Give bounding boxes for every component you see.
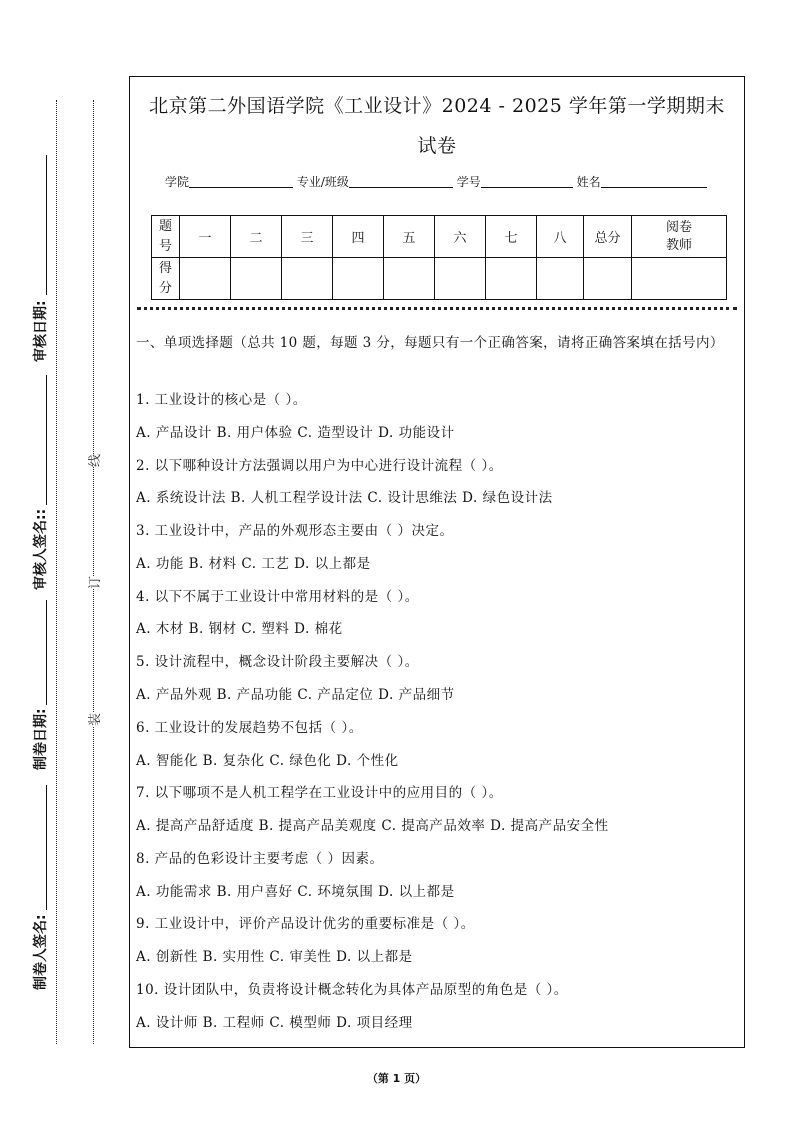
col-3: 三 (282, 216, 333, 258)
score-table-header-row (152, 216, 727, 258)
major-class-field[interactable] (349, 173, 453, 188)
dotted-separator (137, 307, 737, 310)
page-number: （第 1 页） (366, 1072, 427, 1085)
question-no-header: 题 号 (152, 216, 180, 258)
college-field[interactable] (189, 173, 293, 188)
question-options: A. 系统设计法 B. 人机工程学设计法 C. 设计思维法 D. 绿色设计法 (136, 490, 553, 506)
binding-char-line: 线 (82, 454, 105, 467)
student-info-row (165, 173, 707, 190)
col-total: 总分 (584, 216, 632, 258)
question-stem: 4. 以下不属于工业设计中常用材料的是（ ）。 (136, 589, 419, 605)
question-stem: 7. 以下哪项不是人机工程学在工业设计中的应用目的（ ）。 (136, 785, 503, 801)
binding-char-staple: 订 (82, 576, 105, 589)
question-stem: 5. 设计流程中，概念设计阶段主要解决（ ）。 (136, 654, 419, 670)
college-label: 学院 (165, 175, 190, 189)
binding-line-outer (56, 100, 57, 1044)
score-cell[interactable] (537, 258, 584, 300)
score-cell[interactable] (282, 258, 333, 300)
col-grader: 阅卷 教师 (632, 216, 727, 258)
question-stem: 9. 工业设计中，评价产品设计优劣的重要标准是（ ）。 (136, 916, 475, 932)
question-stem: 8. 产品的色彩设计主要考虑（ ）因素。 (136, 851, 384, 867)
col-1: 一 (180, 216, 231, 258)
score-cell[interactable] (384, 258, 435, 300)
col-7: 七 (486, 216, 537, 258)
student-id-field[interactable] (481, 173, 573, 188)
paper-maker-signature-line (46, 785, 47, 910)
paper-date-label: 制卷日期: (33, 708, 49, 770)
name-field[interactable] (601, 173, 707, 188)
score-row-header: 得 分 (152, 258, 180, 300)
score-cell[interactable] (333, 258, 384, 300)
question-stem: 1. 工业设计的核心是（ ）。 (136, 392, 307, 408)
question-stem: 6. 工业设计的发展趋势不包括（ ）。 (136, 720, 363, 736)
score-cell[interactable] (231, 258, 282, 300)
review-date-label: 审核日期: (33, 300, 49, 362)
question-options: A. 功能 B. 材料 C. 工艺 D. 以上都是 (136, 556, 371, 572)
question-stem: 3. 工业设计中，产品的外观形态主要由（ ）决定。 (136, 523, 454, 539)
col-8: 八 (537, 216, 584, 258)
paper-date-line (46, 600, 47, 705)
col-5: 五 (384, 216, 435, 258)
major-class-label: 专业/班级 (296, 175, 349, 189)
question-options: A. 功能需求 B. 用户喜好 C. 环境氛围 D. 以上都是 (136, 884, 455, 900)
question-options: A. 设计师 B. 工程师 C. 模型师 D. 项目经理 (136, 1015, 413, 1031)
review-date-line (46, 155, 47, 295)
exam-title: 北京第二外国语学院《工业设计》2024 - 2025 学年第一学期期末 (149, 95, 725, 117)
score-cell[interactable] (632, 258, 727, 300)
question-stem: 2. 以下哪种设计方法强调以用户为中心进行设计流程（ ）。 (136, 458, 503, 474)
score-table-score-row (152, 258, 727, 300)
score-cell[interactable] (435, 258, 486, 300)
question-options: A. 创新性 B. 实用性 C. 审美性 D. 以上都是 (136, 949, 413, 965)
binding-char-bind: 装 (82, 713, 105, 726)
col-4: 四 (333, 216, 384, 258)
paper-maker-signature-label: 制卷人签名: (33, 914, 49, 990)
score-cell[interactable] (486, 258, 537, 300)
exam-title-cont: 试卷 (417, 135, 457, 157)
question-options: A. 提高产品舒适度 B. 提高产品美观度 C. 提高产品效率 D. 提高产品安全性 (136, 818, 609, 834)
score-cell[interactable] (584, 258, 632, 300)
col-2: 二 (231, 216, 282, 258)
question-options: A. 产品设计 B. 用户体验 C. 造型设计 D. 功能设计 (136, 425, 455, 441)
reviewer-signature-line (46, 375, 47, 505)
name-label: 姓名 (576, 175, 601, 189)
question-options: A. 智能化 B. 复杂化 C. 绿色化 D. 个性化 (136, 753, 399, 769)
binding-line-inner (93, 100, 94, 1044)
reviewer-signature-label: 审核人签名:: (33, 508, 49, 590)
col-6: 六 (435, 216, 486, 258)
score-table (151, 215, 727, 300)
section-heading: 一、单项选择题（总共 10 题，每题 3 分，每题只有一个正确答案，请将正确答案填在括号内） (136, 335, 724, 351)
score-cell[interactable] (180, 258, 231, 300)
question-options: A. 产品外观 B. 产品功能 C. 产品定位 D. 产品细节 (136, 687, 455, 703)
question-stem: 10. 设计团队中，负责将设计概念转化为具体产品原型的角色是（ ）。 (136, 982, 568, 998)
student-id-label: 学号 (456, 175, 481, 189)
question-options: A. 木材 B. 钢材 C. 塑料 D. 棉花 (136, 621, 343, 637)
